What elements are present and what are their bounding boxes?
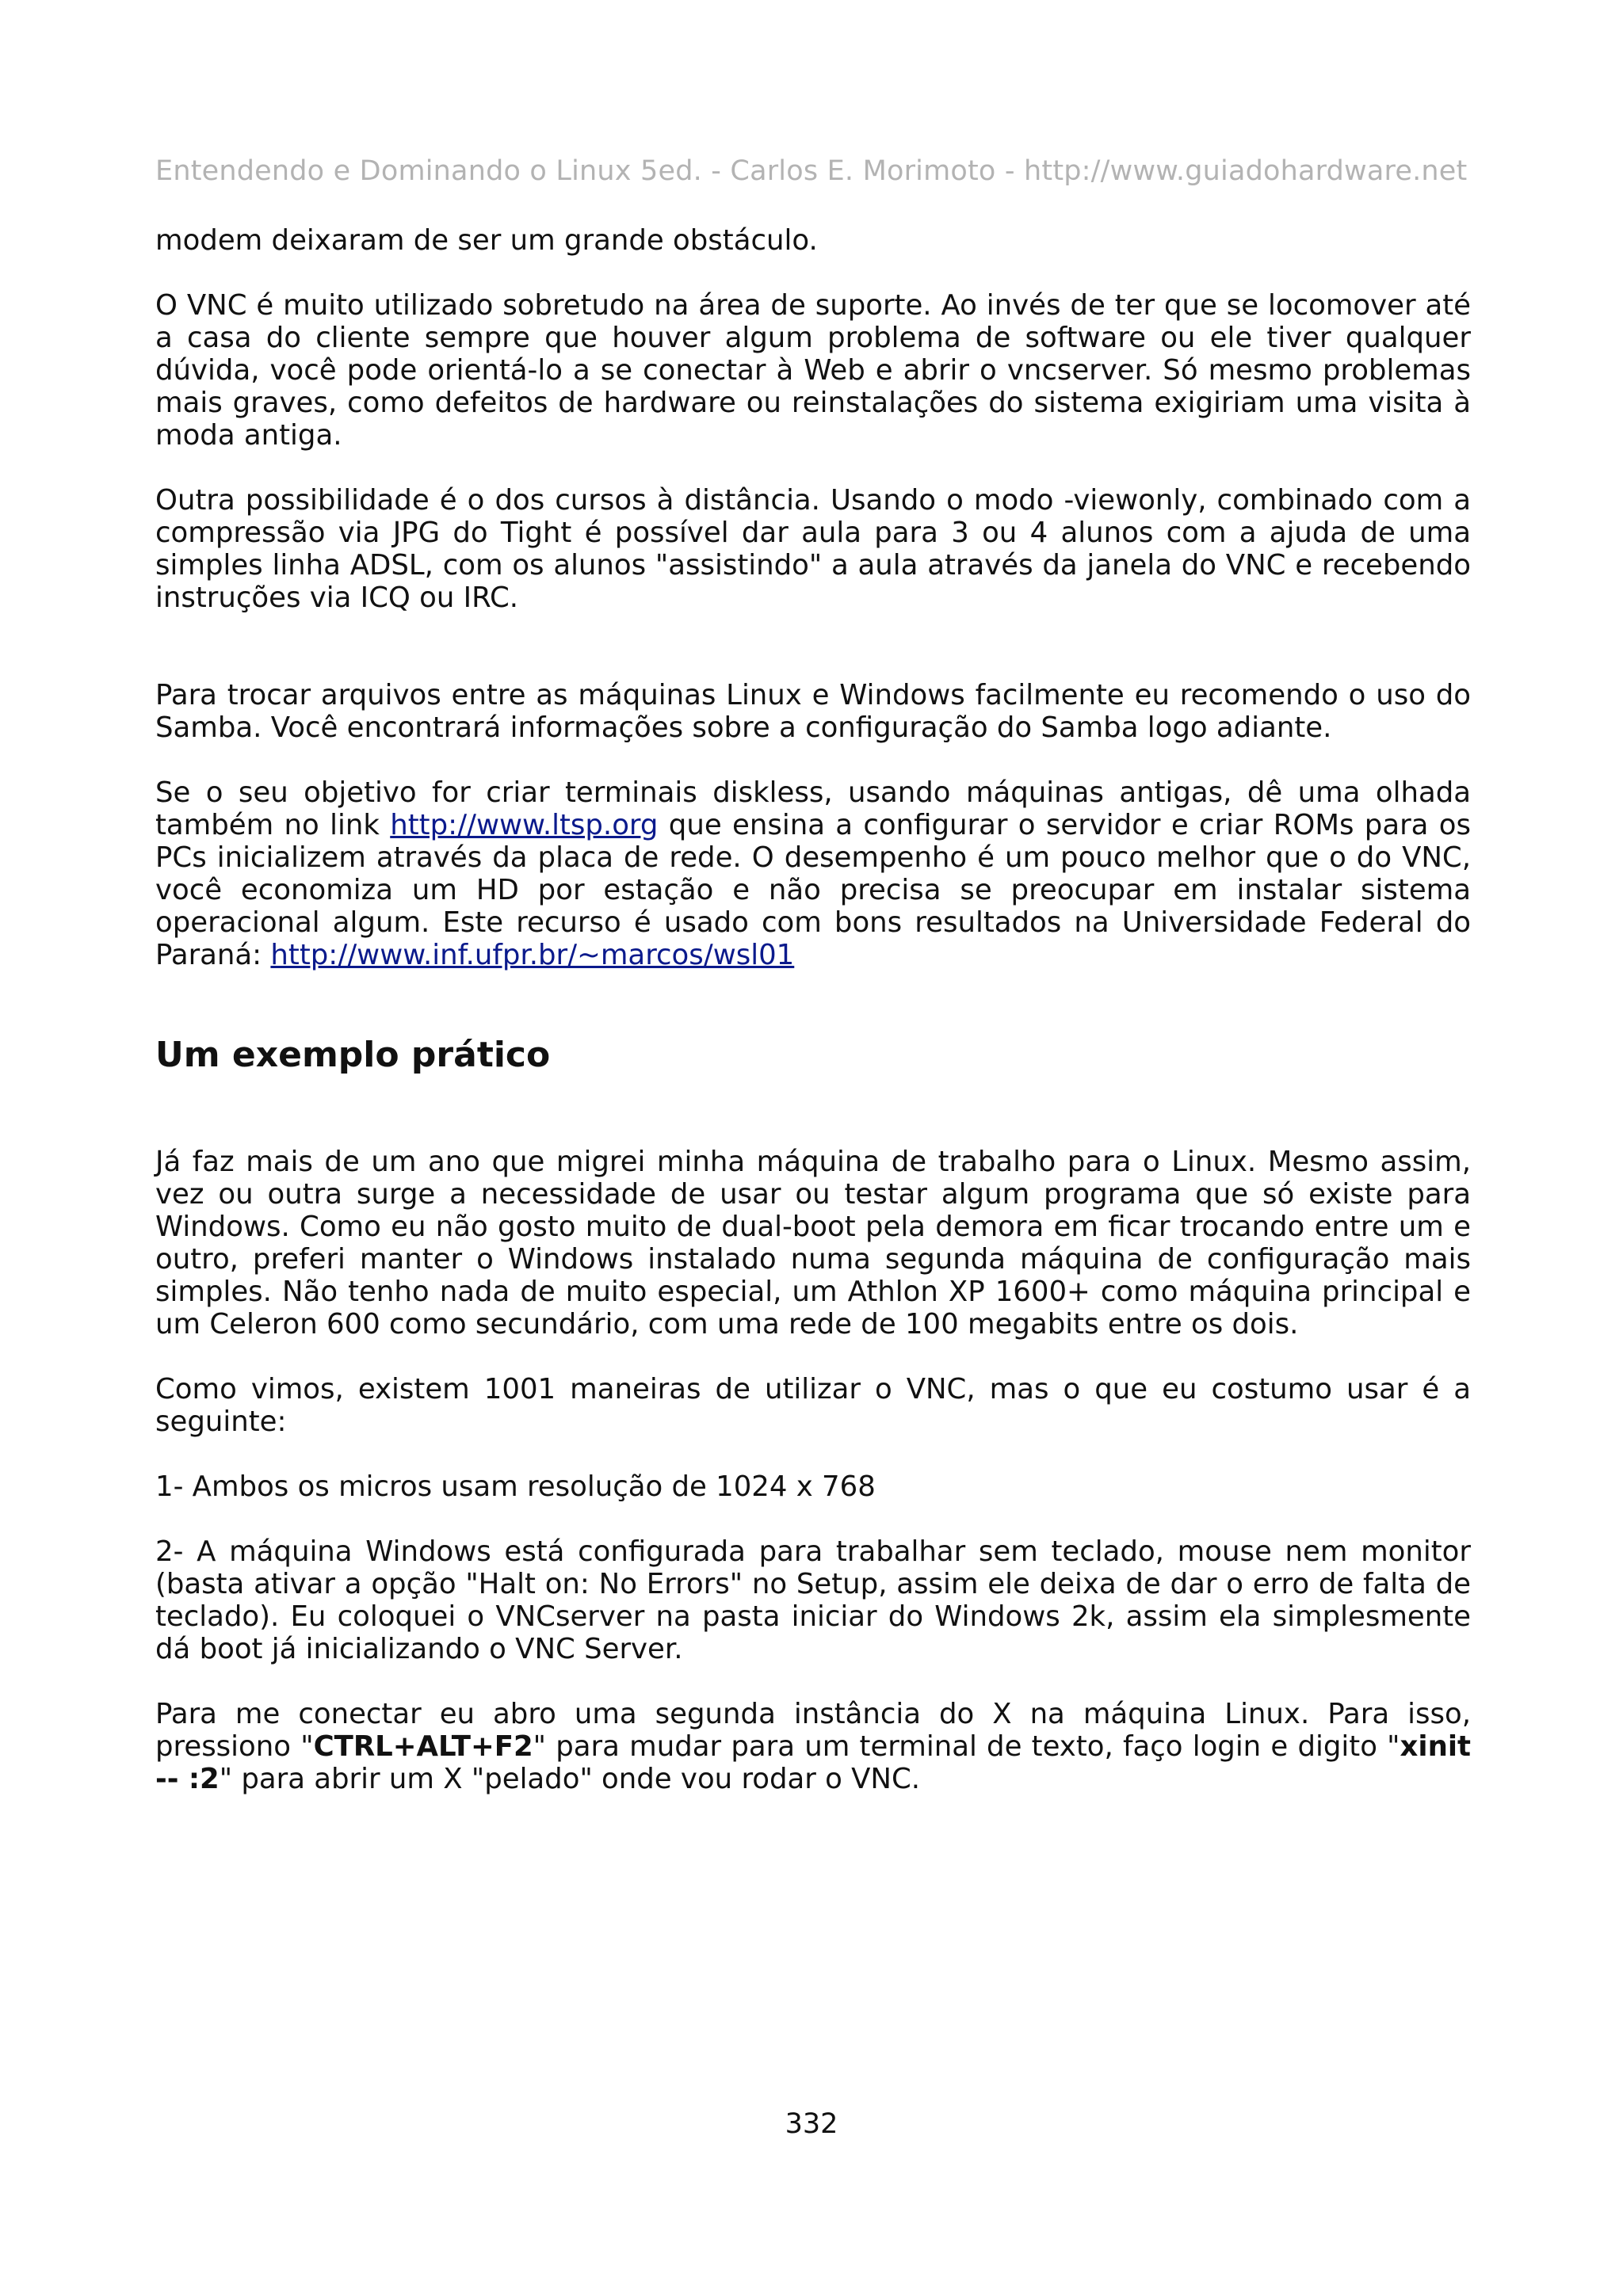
paragraph-7: Como vimos, existem 1001 maneiras de utilizar o VNC, mas o que eu costumo usar é a seguinte: xyxy=(155,1373,1471,1438)
paragraph-5-text-a: Se o seu objetivo for criar terminais diskless, usando máquinas antigas, dê uma olhada também no link xyxy=(155,776,1471,841)
paragraph-5 xyxy=(155,776,1471,971)
xinit-command: xinit -- :2 xyxy=(155,1730,1471,1795)
page-number: 332 xyxy=(785,2108,838,2140)
spacer xyxy=(155,646,1471,679)
page-content xyxy=(155,224,1471,1828)
paragraph-8: 1- Ambos os micros usam resolução de 1024 x 768 xyxy=(155,1470,876,1503)
paragraph-10-text-a: Para me conectar eu abro uma segunda instância do X na máquina Linux. Para isso, pressiono " xyxy=(155,1698,1471,1763)
section-heading: Um exemplo prático xyxy=(155,1035,551,1075)
paragraph-5-text-b: que ensina a configurar o servidor e criar ROMs para os PCs inicializem através da placa de rede. O desempenho é um pouco melhor que o do VNC, você economiza um HD por estação e não precisa se preocupar em instalar sistema operacional algum. Este recurso é usado com bons resultados na Universidade Federal do Paraná: xyxy=(155,809,1471,971)
paragraph-10-text-b: " para mudar para um terminal de texto, faço login e digito " xyxy=(533,1730,1400,1763)
paragraph-10-text-c: " para abrir um X "pelado" onde vou rodar o VNC. xyxy=(219,1763,921,1795)
paragraph-3: Outra possibilidade é o dos cursos à distância. Usando o modo -viewonly, combinado com a compressão via JPG do Tight é possível dar aula para 3 ou 4 alunos com a ajuda de uma simples linha ADSL, com os alunos "assistindo" a aula através da janela do VNC e recebendo instruções via ICQ ou IRC. xyxy=(155,484,1471,614)
paragraph-2: O VNC é muito utilizado sobretudo na área de suporte. Ao invés de ter que se locomover até a casa do cliente sempre que houver algum problema de software ou ele tiver qualquer dúvida, você pode orientá-lo a se conectar à Web e abrir o vncserver. Só mesmo problemas mais graves, como defeitos de hardware ou reinstalações do sistema exigiriam uma visita à moda antiga. xyxy=(155,289,1471,452)
paragraph-10 xyxy=(155,1698,1471,1795)
ltsp-link[interactable]: http://www.ltsp.org xyxy=(390,809,659,841)
paragraph-6: Já faz mais de um ano que migrei minha máquina de trabalho para o Linux. Mesmo assim, vez ou outra surge a necessidade de usar ou testar algum programa que só existe para Windows. Como eu não gosto muito de dual-boot pela demora em ficar trocando entre um e outro, preferi manter o Windows instalado numa segunda máquina de configuração mais simples. Não tenho nada de muito especial, um Athlon XP 1600+ como máquina principal e um Celeron 600 como secundário, com uma rede de 100 megabits entre os dois. xyxy=(155,1146,1471,1341)
key-combo: CTRL+ALT+F2 xyxy=(313,1730,533,1763)
ufpr-link[interactable]: http://www.inf.ufpr.br/~marcos/wsl01 xyxy=(270,939,795,971)
running-header: Entendendo e Dominando o Linux 5ed. - Carlos E. Morimoto - http://www.guiadohardware.net xyxy=(155,155,1468,187)
paragraph-9: 2- A máquina Windows está configurada para trabalhar sem teclado, mouse nem monitor (basta ativar a opção "Halt on: No Errors" no Setup, assim ele deixa de dar o erro de falta de teclado). Eu coloquei o VNCserver na pasta iniciar do Windows 2k, assim ela simplesmente dá boot já inicializando o VNC Server. xyxy=(155,1535,1471,1665)
paragraph-4: Para trocar arquivos entre as máquinas Linux e Windows facilmente eu recomendo o uso do Samba. Você encontrará informações sobre a configuração do Samba logo adiante. xyxy=(155,679,1471,744)
paragraph-1: modem deixaram de ser um grande obstáculo. xyxy=(155,224,818,257)
